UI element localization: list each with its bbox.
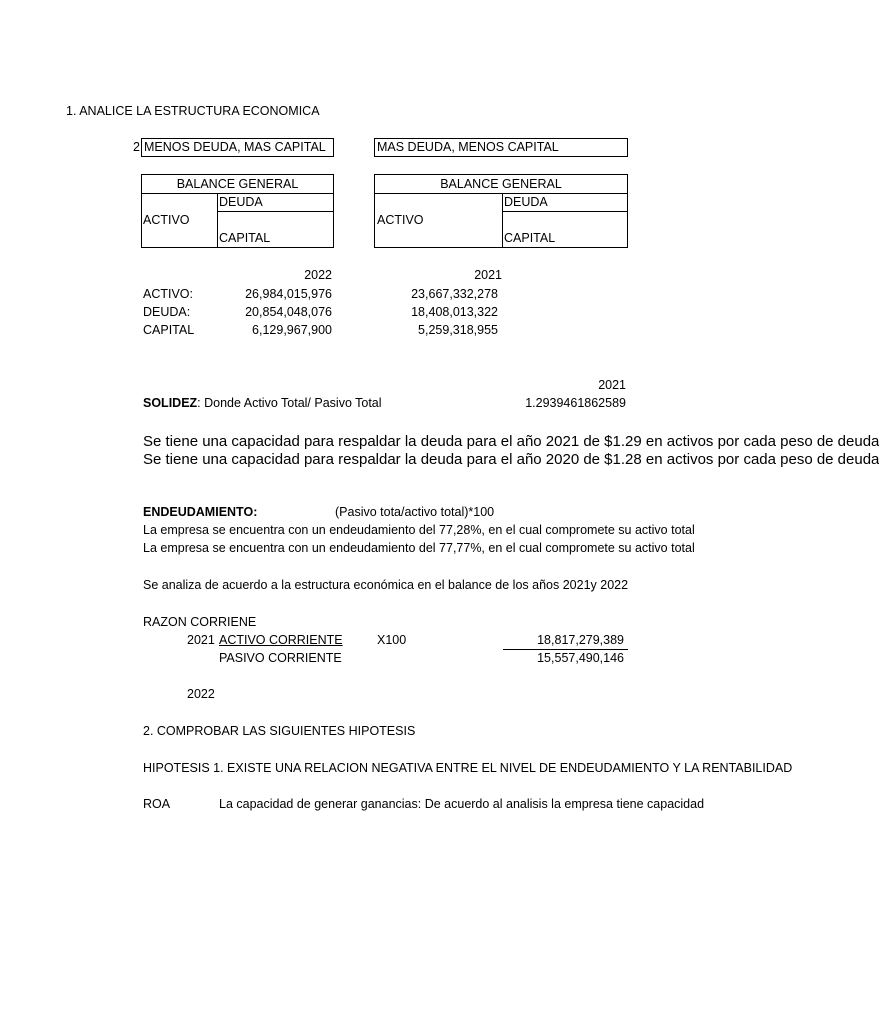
roa-label: ROA	[143, 797, 171, 811]
razon-denominator-value: 15,557,490,146	[537, 651, 624, 665]
analisis-text: Se analiza de acuerdo a la estructura económica en el balance de los años 2021y 2022	[143, 578, 629, 592]
razon-numerator-value: 18,817,279,389	[537, 633, 624, 647]
balance-right-activo: ACTIVO	[377, 213, 424, 227]
solidez-line-1: Se tiene una capacidad para respaldar la deuda para el año 2021 de $1.29 en activos por cada peso de deuda	[143, 433, 879, 450]
scenario-right-label: MAS DEUDA, MENOS CAPITAL	[377, 140, 559, 154]
row-label-activo: ACTIVO:	[143, 287, 194, 301]
balance-left-activo: ACTIVO	[143, 213, 190, 227]
capital-2022-value: 6,129,967,900	[252, 323, 332, 337]
balance-left-title: BALANCE GENERAL	[176, 177, 299, 191]
solidez-label: SOLIDEZ	[143, 396, 198, 410]
razon-year-2: 2022	[187, 687, 215, 701]
roa-text: La capacidad de generar ganancias: De acuerdo al analisis la empresa tiene capacidad	[219, 797, 705, 811]
scenario-number: 2	[133, 140, 140, 154]
section-heading-1: 1. ANALICE LA ESTRUCTURA ECONOMICA	[66, 104, 320, 118]
divider	[217, 211, 334, 212]
razon-x100: X100	[377, 633, 407, 647]
solidez-formula: : Donde Activo Total/ Pasivo Total	[197, 396, 382, 410]
year-2021-header: 2021	[474, 268, 502, 282]
balance-right-title: BALANCE GENERAL	[440, 177, 562, 191]
solidez-formula-line	[143, 395, 382, 411]
razon-year: 2021	[187, 633, 215, 647]
balance-right-deuda: DEUDA	[504, 195, 548, 209]
activo-2022-value: 26,984,015,976	[245, 287, 332, 301]
capital-2021-value: 5,259,318,955	[418, 323, 498, 337]
divider	[217, 193, 218, 248]
solidez-value: 1.2939461862589	[525, 396, 626, 410]
solidez-year: 2021	[598, 378, 626, 392]
row-label-deuda: DEUDA:	[143, 305, 191, 319]
balance-right-capital: CAPITAL	[504, 231, 556, 245]
row-label-capital: CAPITAL	[143, 323, 195, 337]
endeudamiento-label: ENDEUDAMIENTO:	[143, 505, 258, 519]
divider	[374, 193, 628, 194]
endeudamiento-formula: (Pasivo tota/activo total)*100	[335, 505, 495, 519]
divider	[502, 211, 628, 212]
balance-left-deuda: DEUDA	[219, 195, 263, 209]
razon-denominator-label: PASIVO CORRIENTE	[219, 651, 342, 665]
deuda-2021-value: 18,408,013,322	[411, 305, 498, 319]
endeudamiento-line-2: La empresa se encuentra con un endeudamiento del 77,77%, en el cual compromete su activo total	[143, 541, 695, 555]
activo-2021-value: 23,667,332,278	[411, 287, 498, 301]
razon-numerator-label: ACTIVO CORRIENTE	[219, 633, 343, 647]
endeudamiento-line-1: La empresa se encuentra con un endeudamiento del 77,28%, en el cual compromete su activo total	[143, 523, 695, 537]
scenario-left-label: MENOS DEUDA, MAS CAPITAL	[144, 140, 326, 154]
hipotesis-1: HIPOTESIS 1. EXISTE UNA RELACION NEGATIVA ENTRE EL NIVEL DE ENDEUDAMIENTO Y LA RENTABILIDAD	[143, 761, 793, 775]
balance-left-capital: CAPITAL	[219, 231, 271, 245]
section-heading-2: 2. COMPROBAR LAS SIGUIENTES HIPOTESIS	[143, 724, 416, 738]
divider	[502, 193, 503, 248]
year-2022-header: 2022	[304, 268, 332, 282]
solidez-line-2: Se tiene una capacidad para respaldar la deuda para el año 2020 de $1.28 en activos por cada peso de deuda	[143, 451, 879, 468]
deuda-2022-value: 20,854,048,076	[245, 305, 332, 319]
razon-title: RAZON CORRIENE	[143, 615, 257, 629]
